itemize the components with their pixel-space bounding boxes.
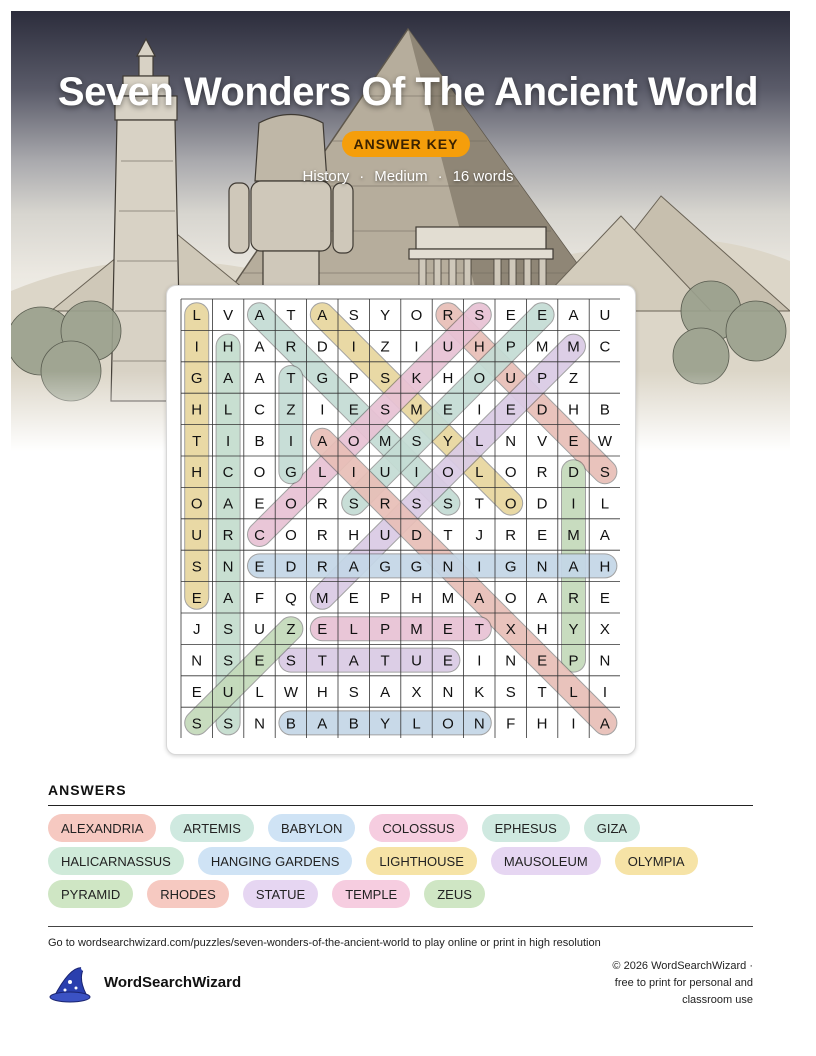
grid-letter[interactable]: E bbox=[191, 589, 202, 607]
answer-key-badge: ANSWER KEY bbox=[342, 131, 470, 157]
word-count-label: 16 words bbox=[452, 168, 514, 185]
grid-letter[interactable]: O bbox=[285, 495, 297, 513]
grid-letter[interactable]: I bbox=[288, 432, 293, 450]
grid-letter[interactable]: E bbox=[505, 307, 516, 325]
grid-letter[interactable]: A bbox=[599, 527, 610, 544]
grid-letter[interactable]: M bbox=[567, 527, 580, 544]
answer-row bbox=[48, 880, 768, 908]
grid-letter[interactable]: E bbox=[348, 589, 359, 607]
grid-letter[interactable]: G bbox=[285, 464, 297, 482]
grid-letter[interactable]: I bbox=[351, 338, 356, 356]
divider bbox=[48, 805, 753, 806]
grid-letter[interactable]: E bbox=[442, 652, 453, 670]
grid-letter[interactable]: O bbox=[285, 527, 297, 544]
grid-letter[interactable]: T bbox=[380, 652, 390, 670]
grid-letter[interactable]: I bbox=[226, 432, 231, 450]
grid-letter[interactable]: C bbox=[222, 464, 234, 482]
grid-letter[interactable]: O bbox=[442, 464, 454, 482]
grid-letter[interactable]: M bbox=[316, 589, 329, 607]
answer-chip-ephesus: EPHESUS bbox=[482, 814, 570, 842]
grid-letter[interactable]: E bbox=[568, 432, 579, 450]
play-online-text[interactable]: Go to wordsearchwizard.com/puzzles/seven-wonders-of-the-ancient-world to play online or print in high resolution bbox=[48, 937, 601, 949]
grid-letter[interactable]: M bbox=[567, 338, 580, 356]
grid-letter[interactable]: H bbox=[599, 558, 611, 576]
grid-letter[interactable]: I bbox=[477, 558, 482, 576]
meta-separator: · bbox=[437, 168, 443, 185]
grid-letter[interactable]: G bbox=[504, 558, 517, 576]
grid-letter[interactable]: Z bbox=[286, 621, 296, 639]
grid-letter[interactable]: D bbox=[536, 495, 548, 513]
grid-letter[interactable]: E bbox=[537, 527, 548, 544]
grid-letter[interactable]: Y bbox=[568, 621, 579, 639]
grid-letter[interactable]: Y bbox=[380, 715, 391, 733]
answer-chip-pyramid: PYRAMID bbox=[48, 880, 133, 908]
grid-letter[interactable]: S bbox=[285, 652, 296, 670]
grid-letter[interactable]: U bbox=[411, 652, 422, 670]
grid-letter[interactable]: I bbox=[477, 652, 482, 670]
grid-letter[interactable]: S bbox=[348, 307, 359, 325]
grid-letter[interactable]: T bbox=[474, 621, 484, 639]
grid-letter[interactable]: U bbox=[505, 370, 517, 387]
grid-letter[interactable]: V bbox=[223, 307, 234, 325]
grid-letter[interactable]: O bbox=[253, 464, 266, 482]
grid-letter[interactable]: B bbox=[254, 432, 265, 450]
grid-letter[interactable]: L bbox=[223, 401, 233, 419]
grid-letter[interactable]: F bbox=[254, 589, 265, 607]
answer-chip-hanging-gardens: HANGING GARDENS bbox=[198, 847, 353, 875]
grid-letter[interactable]: H bbox=[191, 464, 203, 482]
grid-letter[interactable]: O bbox=[347, 432, 360, 450]
grid-letter[interactable]: D bbox=[316, 338, 328, 356]
grid-letter[interactable]: A bbox=[537, 589, 548, 607]
grid-letter[interactable]: Q bbox=[285, 589, 297, 607]
grid-letter[interactable]: L bbox=[475, 432, 484, 450]
grid-letter[interactable]: E bbox=[599, 589, 610, 607]
copyright-text bbox=[563, 958, 753, 1009]
grid-letter[interactable]: S bbox=[223, 652, 234, 670]
copyright-line: © 2026 WordSearchWizard · bbox=[612, 960, 753, 972]
grid-letter[interactable]: O bbox=[473, 370, 486, 387]
grid-letter[interactable]: T bbox=[443, 527, 453, 544]
grid-letter[interactable]: Z bbox=[380, 338, 390, 356]
grid-letter[interactable]: U bbox=[222, 684, 234, 701]
grid-letter[interactable]: H bbox=[568, 401, 579, 419]
grid-letter[interactable]: L bbox=[569, 684, 578, 701]
grid-letter[interactable]: V bbox=[537, 432, 548, 450]
grid-letter[interactable]: L bbox=[192, 307, 201, 325]
grid-letter[interactable]: X bbox=[505, 621, 516, 639]
grid-letter[interactable]: A bbox=[223, 370, 234, 387]
grid-letter[interactable]: D bbox=[285, 558, 297, 576]
grid-letter[interactable]: B bbox=[599, 401, 610, 419]
grid-letter[interactable]: I bbox=[602, 684, 607, 701]
grid-letter[interactable]: I bbox=[571, 715, 576, 733]
puzzle-meta bbox=[0, 168, 816, 185]
grid-letter[interactable]: S bbox=[599, 464, 610, 482]
grid-letter[interactable]: U bbox=[379, 464, 391, 482]
grid-letter[interactable]: C bbox=[599, 338, 611, 356]
grid-letter[interactable]: O bbox=[190, 495, 203, 513]
grid-letter[interactable]: T bbox=[286, 307, 296, 325]
grid-letter[interactable]: O bbox=[504, 589, 517, 607]
grid-letter[interactable]: S bbox=[442, 495, 453, 513]
grid-letter[interactable]: E bbox=[442, 621, 453, 639]
grid-letter[interactable]: W bbox=[597, 432, 612, 450]
grid-letter[interactable]: A bbox=[568, 558, 579, 576]
grid-letter[interactable]: N bbox=[254, 715, 265, 733]
grid-letter[interactable]: A bbox=[380, 684, 391, 701]
grid-letter[interactable]: N bbox=[222, 558, 234, 576]
grid-letter[interactable]: S bbox=[380, 370, 391, 387]
grid-letter[interactable]: R bbox=[316, 527, 328, 544]
grid-letter[interactable]: K bbox=[474, 684, 485, 701]
grid-letter[interactable]: M bbox=[378, 432, 392, 450]
grid-letter[interactable]: N bbox=[536, 558, 548, 576]
answer-chip-rhodes: RHODES bbox=[147, 880, 229, 908]
grid-letter[interactable]: H bbox=[348, 527, 360, 544]
grid-letter[interactable]: A bbox=[254, 370, 265, 387]
meta-separator: · bbox=[359, 168, 365, 185]
brand-name: WordSearchWizard bbox=[104, 974, 242, 991]
grid-letter[interactable]: L bbox=[600, 495, 610, 513]
grid-letter[interactable]: R bbox=[379, 495, 391, 513]
grid-letter[interactable]: N bbox=[191, 652, 203, 670]
copyright-line: classroom use bbox=[682, 994, 753, 1006]
grid-letter[interactable]: Y bbox=[442, 432, 453, 450]
grid-letter[interactable]: S bbox=[380, 401, 391, 419]
answer-chip-temple: TEMPLE bbox=[332, 880, 410, 908]
answer-chip-alexandria: ALEXANDRIA bbox=[48, 814, 156, 842]
grid-letter[interactable]: N bbox=[505, 432, 517, 450]
grid-letter[interactable]: T bbox=[317, 652, 327, 670]
category-label: History bbox=[302, 168, 350, 185]
grid-letter[interactable]: U bbox=[379, 527, 391, 544]
grid-letter[interactable]: I bbox=[571, 495, 576, 513]
grid-letter[interactable]: M bbox=[410, 401, 423, 419]
grid-letter[interactable]: E bbox=[537, 652, 548, 670]
answers-heading: ANSWERS bbox=[48, 782, 127, 798]
grid-letter[interactable]: U bbox=[254, 621, 265, 639]
grid-letter[interactable]: R bbox=[316, 495, 328, 513]
grid-letter[interactable]: M bbox=[410, 621, 423, 639]
grid-letter[interactable]: R bbox=[505, 527, 517, 544]
grid-letter[interactable]: S bbox=[505, 684, 516, 701]
answer-chip-olympia: OLYMPIA bbox=[615, 847, 698, 875]
grid-letter[interactable]: E bbox=[505, 401, 516, 419]
grid-letter[interactable]: R bbox=[316, 558, 328, 576]
grid-letter[interactable]: D bbox=[536, 401, 548, 419]
grid-letter[interactable]: A bbox=[317, 432, 328, 450]
grid-letter[interactable]: F bbox=[506, 715, 516, 733]
grid-letter[interactable]: C bbox=[254, 401, 265, 419]
grid-letter[interactable]: A bbox=[568, 307, 579, 325]
grid-letter[interactable]: O bbox=[504, 495, 517, 513]
copyright-line: free to print for personal and bbox=[614, 977, 753, 989]
grid-letter[interactable]: M bbox=[535, 338, 549, 356]
grid-letter[interactable]: S bbox=[348, 684, 359, 701]
grid-letter[interactable]: O bbox=[442, 715, 454, 733]
grid-letter[interactable]: U bbox=[442, 338, 454, 356]
grid-letter[interactable]: J bbox=[192, 621, 201, 639]
difficulty-label: Medium bbox=[374, 168, 428, 185]
grid-letter[interactable]: S bbox=[223, 621, 234, 639]
grid-letter[interactable]: S bbox=[474, 307, 485, 325]
grid-letter[interactable]: C bbox=[254, 527, 265, 544]
grid-letter[interactable]: M bbox=[441, 589, 455, 607]
grid-letter[interactable]: S bbox=[411, 432, 422, 450]
grid-letter[interactable]: T bbox=[474, 495, 484, 513]
grid-letter[interactable]: X bbox=[411, 684, 422, 701]
grid-letter[interactable]: P bbox=[380, 589, 391, 607]
grid-letter[interactable]: H bbox=[316, 684, 328, 701]
grid-letter[interactable]: H bbox=[536, 621, 548, 639]
answer-chip-giza: GIZA bbox=[584, 814, 640, 842]
grid-letter[interactable]: N bbox=[473, 715, 485, 733]
grid-letter[interactable]: L bbox=[475, 464, 484, 482]
grid-letter[interactable]: H bbox=[222, 338, 234, 356]
grid-letter[interactable]: H bbox=[411, 589, 422, 607]
grid-letter[interactable]: E bbox=[442, 401, 453, 419]
grid-letter[interactable]: I bbox=[477, 401, 482, 419]
grid-letter[interactable]: A bbox=[223, 495, 234, 513]
grid-letter[interactable]: L bbox=[255, 684, 264, 701]
grid-letter[interactable]: G bbox=[410, 558, 423, 576]
divider bbox=[48, 926, 753, 927]
grid-letter[interactable]: I bbox=[351, 464, 356, 482]
grid-letter[interactable]: E bbox=[254, 495, 265, 513]
grid-letter[interactable]: A bbox=[317, 715, 328, 733]
grid-letter[interactable]: U bbox=[191, 527, 203, 544]
grid-letter[interactable]: L bbox=[412, 715, 421, 733]
grid-letter[interactable]: I bbox=[194, 338, 199, 356]
grid-letter[interactable]: A bbox=[254, 307, 265, 325]
grid-letter[interactable]: E bbox=[191, 684, 202, 701]
grid-letter[interactable]: R bbox=[536, 464, 548, 482]
grid-letter[interactable]: P bbox=[505, 338, 516, 356]
grid-letter[interactable]: A bbox=[599, 715, 610, 733]
grid-letter[interactable]: S bbox=[191, 715, 202, 733]
grid-letter[interactable]: H bbox=[536, 715, 548, 733]
grid-letter[interactable]: H bbox=[442, 370, 454, 387]
grid-letter[interactable]: P bbox=[568, 652, 579, 670]
answer-chip-zeus: ZEUS bbox=[424, 880, 485, 908]
grid-letter[interactable]: O bbox=[504, 464, 517, 482]
grid-letter[interactable]: H bbox=[191, 401, 203, 419]
grid-letter[interactable]: A bbox=[474, 589, 485, 607]
grid-letter[interactable]: A bbox=[223, 589, 234, 607]
grid-letter[interactable]: R bbox=[285, 338, 297, 356]
grid-letter[interactable]: L bbox=[318, 464, 327, 482]
page-title: Seven Wonders Of The Ancient World bbox=[57, 70, 759, 114]
grid-letter[interactable]: U bbox=[599, 307, 611, 325]
grid-letter[interactable]: W bbox=[283, 684, 298, 701]
grid-letter[interactable]: A bbox=[348, 558, 359, 576]
grid-letter[interactable]: E bbox=[348, 401, 359, 419]
grid-letter[interactable]: B bbox=[348, 715, 359, 733]
grid-letter[interactable]: T bbox=[192, 432, 202, 450]
grid-letter[interactable]: S bbox=[411, 495, 422, 513]
grid-letter[interactable]: O bbox=[410, 307, 423, 325]
answer-chip-lighthouse: LIGHTHOUSE bbox=[366, 847, 477, 875]
grid-letter[interactable]: A bbox=[254, 338, 265, 356]
answers-list bbox=[48, 814, 768, 913]
grid-letter[interactable]: G bbox=[316, 370, 329, 387]
grid-letter[interactable]: E bbox=[537, 307, 548, 325]
answer-chip-statue: STATUE bbox=[243, 880, 318, 908]
grid-letter[interactable]: S bbox=[191, 558, 202, 576]
grid-letter[interactable]: R bbox=[568, 589, 579, 607]
grid-letter[interactable]: B bbox=[285, 715, 296, 733]
wizard-hat-icon bbox=[48, 964, 94, 1004]
grid-letter[interactable]: A bbox=[348, 652, 359, 670]
grid-letter[interactable]: J bbox=[475, 527, 484, 544]
answer-chip-halicarnassus: HALICARNASSUS bbox=[48, 847, 184, 875]
grid-letter[interactable]: X bbox=[599, 621, 610, 639]
answer-chip-mausoleum: MAUSOLEUM bbox=[491, 847, 601, 875]
grid-letter[interactable]: D bbox=[568, 464, 579, 482]
grid-letter[interactable]: R bbox=[442, 307, 454, 325]
grid-letter[interactable]: P bbox=[380, 621, 391, 639]
grid-letter[interactable]: P bbox=[537, 370, 548, 387]
answer-chip-babylon: BABYLON bbox=[268, 814, 355, 842]
grid-letter[interactable]: T bbox=[286, 370, 296, 387]
grid-letter[interactable]: P bbox=[348, 370, 359, 387]
grid-letter[interactable]: I bbox=[414, 464, 419, 482]
grid-letter[interactable]: K bbox=[411, 370, 422, 387]
answer-row bbox=[48, 847, 768, 875]
grid-letter[interactable]: N bbox=[599, 652, 611, 670]
grid-letter[interactable]: T bbox=[537, 684, 547, 701]
grid-letter[interactable]: A bbox=[317, 307, 328, 325]
grid-letter[interactable]: E bbox=[317, 621, 328, 639]
answer-chip-artemis: ARTEMIS bbox=[170, 814, 254, 842]
grid-letter[interactable]: Z bbox=[286, 401, 296, 419]
grid-letter[interactable]: N bbox=[442, 684, 454, 701]
grid-letter[interactable]: G bbox=[190, 370, 203, 387]
answer-chip-colossus: COLOSSUS bbox=[369, 814, 467, 842]
answer-row bbox=[48, 814, 768, 842]
grid-letter[interactable]: Y bbox=[380, 307, 391, 325]
grid-letter[interactable]: L bbox=[349, 621, 358, 639]
word-search-grid[interactable] bbox=[180, 298, 620, 738]
grid-letter[interactable]: S bbox=[348, 495, 359, 513]
grid-letter[interactable]: I bbox=[320, 401, 325, 419]
grid-letter[interactable]: N bbox=[442, 558, 454, 576]
grid-letter[interactable]: D bbox=[411, 527, 422, 544]
grid-letter[interactable]: E bbox=[254, 652, 265, 670]
grid-letter[interactable]: G bbox=[379, 558, 391, 576]
grid-letter[interactable]: Z bbox=[568, 370, 579, 387]
grid-letter[interactable]: E bbox=[254, 558, 265, 576]
grid-letter[interactable]: H bbox=[473, 338, 485, 356]
grid-letter[interactable]: S bbox=[223, 715, 234, 733]
grid-letter[interactable]: I bbox=[414, 338, 419, 356]
grid-letter[interactable]: R bbox=[222, 527, 234, 544]
grid-letter[interactable]: N bbox=[505, 652, 517, 670]
